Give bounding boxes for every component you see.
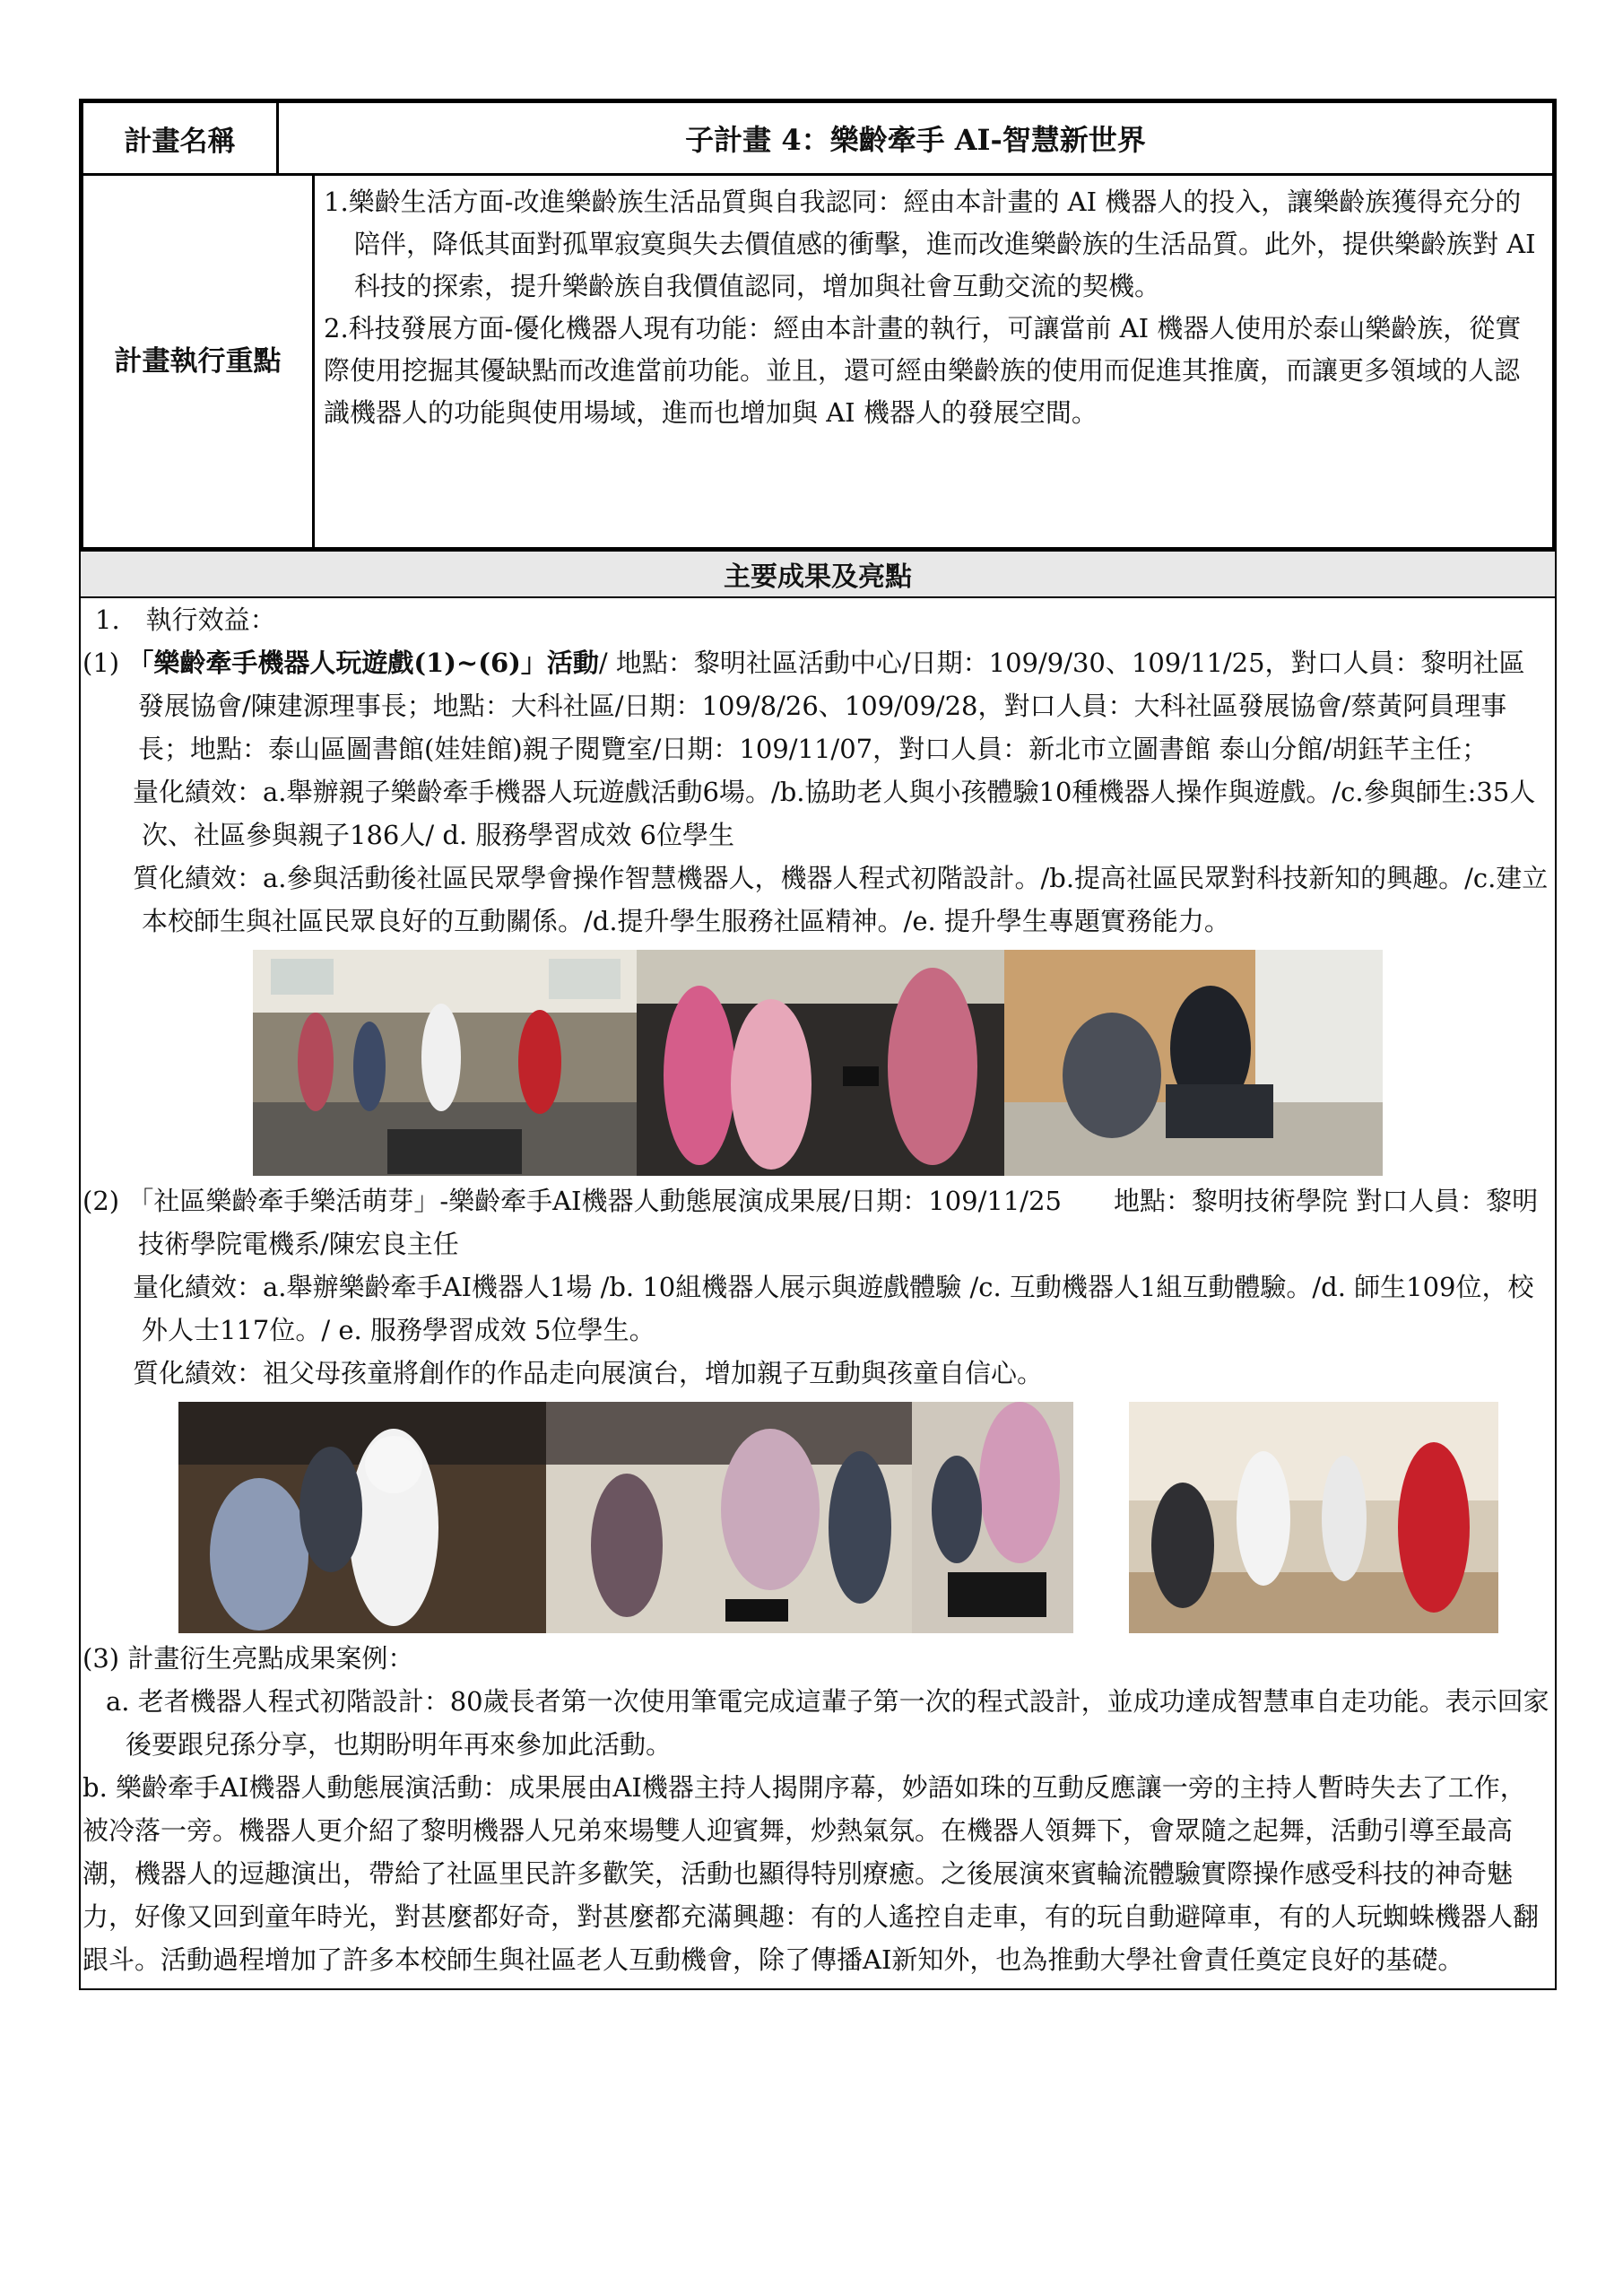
item2-number: (2)	[82, 1186, 120, 1216]
plan-name-label: 計畫名稱	[83, 103, 279, 173]
results-body	[81, 598, 1555, 1988]
plan-name-value: 子計畫 4：樂齡牽手 AI-智慧新世界	[685, 123, 1146, 157]
plan-focus-row	[83, 176, 1552, 552]
item3-b: b. 樂齡牽手AI機器人動態展演活動：成果展由AI機器主持人揭開序幕，妙語如珠的互動反應讓一旁的主持人暫時失去了工作，被冷落一旁。機器人更介紹了黎明機器人兄弟來場雙人迎賓舞，炒熱氣氛。在機器人領舞下，會眾隨之起舞，活動引導至最高潮，機器人的逗趣演出，帶給了社區里民許多歡笑，活動也顯得特別療癒。之後展演來賓輪流體驗實際操作感受科技的神奇魅力，好像又回到童年時光，對甚麼都好奇，對甚麼都充滿興趣：有的人遙控自走車，有的玩自動避障車，有的人玩蜘蛛機器人翻跟斗。活動過程增加了許多本校師生與社區老人互動機會，除了傳播AI新知外，也為推動大學社會責任奠定良好的基礎。	[82, 1772, 1540, 1975]
item3-a: a. 老者機器人程式初階設計：80歲長者第一次使用筆電完成這輩子第一次的程式設計，並成功達成智慧車自走功能。表示回家後要跟兒孫分享，也期盼明年再來參加此活動。	[106, 1686, 1549, 1760]
photo-spider-robot	[546, 1402, 912, 1633]
plan-name-row	[83, 103, 1552, 176]
item1-title: 「樂齡牽手機器人玩遊戲(1)~(6)」活動	[127, 648, 599, 678]
item2-qual: 質化績效：祖父母孩童將創作的作品走向展演台，增加親子互動與孩童自信心。	[133, 1358, 1044, 1388]
photo-hexapod-robot	[912, 1402, 1073, 1633]
section-heading: 1. 執行效益：	[95, 604, 276, 635]
page	[79, 99, 1557, 1990]
results-section	[79, 552, 1557, 1990]
item3-paragraph	[82, 1637, 1549, 1680]
photo-stage-performance	[1129, 1402, 1498, 1633]
plan-table	[79, 99, 1557, 552]
focus-item-2: 2.科技發展方面-優化機器人現有功能：經由本計畫的執行，可讓當前 AI 機器人使用於泰山樂齡族，從實際使用挖掘其優缺點而改進當前功能。並且，還可經由樂齡族的使用而促進其推廣，而讓更多領域的人認識機器人的功能與使用場域，進而也增加與 AI 機器人的發展空間。	[324, 313, 1522, 428]
item1-detail: / 地點：黎明社區活動中心/日期：109/9/30、109/11/25，對口人員：黎明社區發展協會/陳建源理事長；地點：大科社區/日期：109/8/26、109/09/28，對口人員：大科社區發展協會/蔡黃阿員理事長；地點：泰山區圖書館(娃娃館)親子閱覽室/日期：109/11/07，對口人員：新北市立圖書館 泰山分館/胡鈺芊主任；	[138, 648, 1525, 764]
item2-title: 「社區樂齡牽手樂活萌芽」-樂齡牽手AI機器人動態展演成果展/日期：109/11/25 地點：黎明技術學院 對口人員：黎明技術學院電機系/陳宏良主任	[127, 1186, 1539, 1259]
focus-item-1: 1.樂齡生活方面-改進樂齡族生活品質與自我認同：經由本計畫的 AI 機器人的投入，讓樂齡族獲得充分的陪伴，降低其面對孤單寂寞與失去價值感的衝擊，進而改進樂齡族的生活品質。此外，提供樂齡族對 AI 科技的探索，提升樂齡族自我價值認同，增加與社會互動交流的契機。	[324, 187, 1536, 301]
item3-number: (3)	[82, 1643, 120, 1674]
item2-quant: 量化績效：a.舉辦樂齡牽手AI機器人1場 /b. 10組機器人展示與遊戲體驗 /c. 互動機器人1組互動體驗。/d. 師生109位，校外人士117位。/ e. 服務學習成效 5位學生。	[133, 1272, 1534, 1345]
item3-title: 計畫衍生亮點成果案例：	[127, 1643, 414, 1674]
plan-focus-label: 計畫執行重點	[83, 176, 315, 547]
photo-robot-play	[637, 950, 1004, 1176]
photo-pepper-robot-children	[178, 1402, 546, 1633]
photo-laptop-coding	[1004, 950, 1383, 1176]
plan-focus-content	[315, 176, 1552, 547]
results-title: 主要成果及亮點	[81, 552, 1555, 598]
photo-strip-1	[82, 950, 1549, 1176]
item2-paragraph	[82, 1179, 1549, 1265]
photo-community-dance	[253, 950, 637, 1176]
item1-number: (1)	[82, 648, 120, 678]
photo-strip-2	[82, 1402, 1549, 1633]
item1-qual: 質化績效：a.參與活動後社區民眾學會操作智慧機器人，機器人程式初階設計。/b.提高社區民眾對科技新知的興趣。/c.建立本校師生與社區民眾良好的互動關係。/d.提升學生服務社區精神。/e. 提升學生專題實務能力。	[133, 863, 1549, 936]
item1-quant: 量化績效：a.舉辦親子樂齡牽手機器人玩遊戲活動6場。/b.協助老人與小孩體驗10種機器人操作與遊戲。/c.參與師生:35人次、社區參與親子186人/ d. 服務學習成效 6位學生	[133, 777, 1536, 850]
item1-paragraph	[82, 641, 1549, 770]
